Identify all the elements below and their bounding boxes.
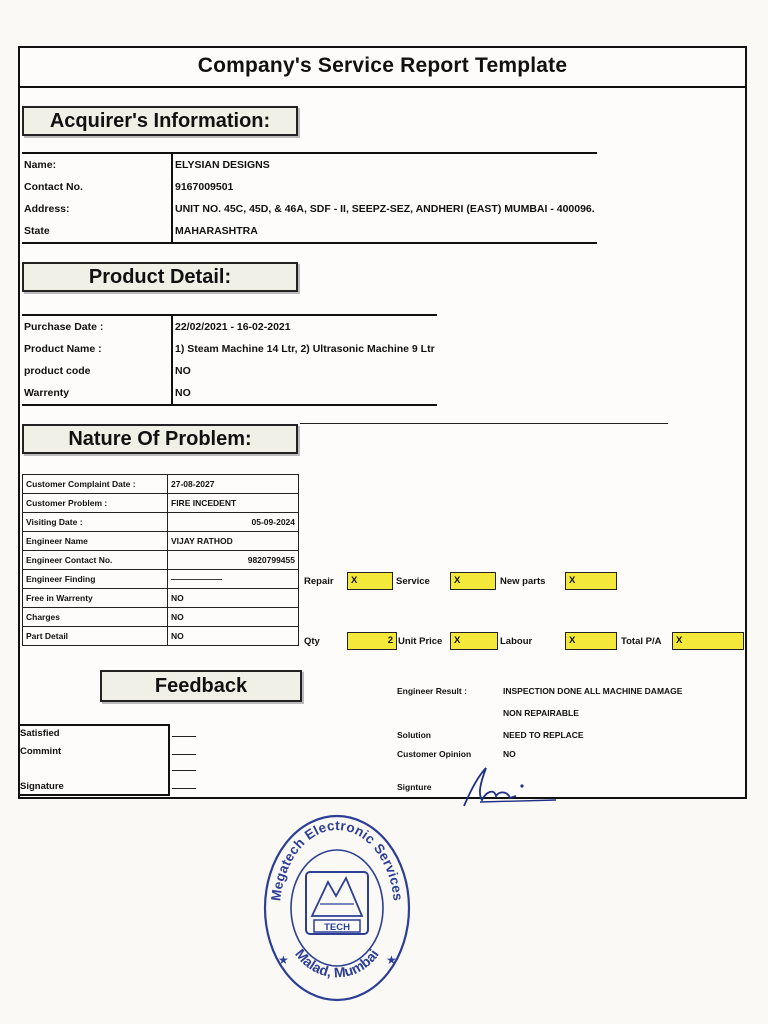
customer-problem-value: FIRE INCEDENT xyxy=(168,494,299,513)
stamp-logo-text: TECH xyxy=(324,922,350,933)
acquirer-state-value: MAHARASHTRA xyxy=(172,220,597,243)
total-box: X xyxy=(672,632,744,650)
acquirer-contact-value: 9167009501 xyxy=(175,181,234,193)
unit-price-box: X xyxy=(450,632,498,650)
product-code-label: product code xyxy=(22,360,172,382)
table-row xyxy=(22,360,437,382)
opinion-value: NO xyxy=(503,749,516,759)
acquirer-state-label: State xyxy=(22,220,172,243)
qty-box: 2 xyxy=(347,632,397,650)
part-detail-label: Part Detail xyxy=(23,627,168,646)
stamp-star-right-icon: ★ xyxy=(386,953,397,967)
product-name-value: 1) Steam Machine 14 Ltr, 2) Ultrasonic Machine 9 Ltr xyxy=(175,343,435,355)
solution-value: NEED TO REPLACE xyxy=(503,730,584,740)
table-row xyxy=(22,315,437,338)
table-row xyxy=(22,153,597,176)
service-box: X xyxy=(450,572,496,590)
feedback-heading: Feedback xyxy=(100,670,302,702)
labour-box: X xyxy=(565,632,617,650)
part-detail-value: NO xyxy=(168,627,299,646)
acquirer-address-label: Address: xyxy=(22,198,172,220)
engineer-name-value: VIJAY RATHOD xyxy=(168,532,299,551)
satisfied-dash xyxy=(172,736,196,737)
table-row xyxy=(23,532,299,551)
stamp-star-left-icon: ★ xyxy=(278,953,289,967)
comment-dash xyxy=(172,754,196,755)
svg-text:Megatech Electronic Services xyxy=(268,818,405,902)
visiting-date-label: Visiting Date : xyxy=(23,513,168,532)
engineer-contact-label: Engineer Contact No. xyxy=(23,551,168,570)
qty-label: Qty xyxy=(304,636,320,647)
new-parts-box: X xyxy=(565,572,617,590)
customer-problem-label: Customer Problem : xyxy=(23,494,168,513)
product-heading: Product Detail: xyxy=(22,262,298,292)
svg-text:Malad, Mumbai xyxy=(292,946,382,981)
table-row xyxy=(22,338,437,360)
table-row xyxy=(23,627,299,646)
charges-value: NO xyxy=(168,608,299,627)
acquirer-table xyxy=(22,152,597,244)
repair-label: Repair xyxy=(304,576,334,587)
warranty-value: NO xyxy=(172,382,437,405)
free-warranty-label: Free in Warrenty xyxy=(23,589,168,608)
opinion-label: Customer Opinion xyxy=(397,749,472,759)
table-row xyxy=(22,220,597,243)
visiting-date-value: 05-09-2024 xyxy=(168,513,299,532)
complaint-date-label: Customer Complaint Date : xyxy=(23,475,168,494)
problem-rule xyxy=(300,423,668,424)
table-row xyxy=(23,551,299,570)
engineer-result-line1: INSPECTION DONE ALL MACHINE DAMAGE xyxy=(503,686,683,696)
engineer-name-label: Engineer Name xyxy=(23,532,168,551)
company-stamp xyxy=(262,812,412,1002)
table-row xyxy=(23,608,299,627)
blank-dash xyxy=(172,770,196,771)
engineer-finding-value: —————— xyxy=(168,570,299,589)
warranty-label: Warrenty xyxy=(22,382,172,405)
acquirer-name-label: Name: xyxy=(22,153,172,176)
feedback-divider xyxy=(168,724,170,794)
new-parts-label: New parts xyxy=(500,576,546,587)
feedback-top-rule xyxy=(20,724,170,726)
purchase-date-label: Purchase Date : xyxy=(22,315,172,338)
table-row xyxy=(23,494,299,513)
satisfied-label: Satisfied xyxy=(20,728,60,739)
engineer-result-line2: NON REPAIRABLE xyxy=(503,708,579,718)
engineer-contact-value: 9820799455 xyxy=(168,551,299,570)
product-code-value: NO xyxy=(175,365,191,377)
solution-label: Solution xyxy=(397,730,431,740)
product-table xyxy=(22,314,437,406)
signture-label: Signture xyxy=(397,782,432,792)
table-row xyxy=(22,198,597,220)
table-row xyxy=(23,513,299,532)
table-row xyxy=(23,589,299,608)
engineer-signature xyxy=(456,762,556,812)
table-row xyxy=(22,176,597,198)
charges-label: Charges xyxy=(23,608,168,627)
signature-dash xyxy=(172,788,196,789)
labour-label: Labour xyxy=(500,636,533,647)
report-frame xyxy=(18,46,747,799)
problem-heading: Nature Of Problem: xyxy=(22,424,298,454)
repair-box: X xyxy=(347,572,393,590)
acquirer-address-value: UNIT NO. 45C, 45D, & 46A, SDF - II, SEEPZ-SEZ, ANDHERI (EAST) MUMBAI - 400096. xyxy=(175,203,595,215)
total-label: Total P/A xyxy=(621,636,662,647)
table-row xyxy=(23,475,299,494)
table-row xyxy=(23,570,299,589)
stamp-top-text: Megatech Electronic Services xyxy=(268,817,406,902)
service-label: Service xyxy=(396,576,430,587)
acquirer-contact-label: Contact No. xyxy=(22,176,172,198)
acquirer-name-value: ELYSIAN DESIGNS xyxy=(172,153,597,176)
product-name-label: Product Name : xyxy=(22,338,172,360)
title-divider xyxy=(20,86,745,88)
unit-price-label: Unit Price xyxy=(398,636,443,647)
table-row xyxy=(22,382,437,405)
stamp-bottom-text: Malad, Mumbai xyxy=(292,945,382,981)
signature-label: Signature xyxy=(20,781,64,792)
acquirer-heading: Acquirer's Information: xyxy=(22,106,298,136)
free-warranty-value: NO xyxy=(168,589,299,608)
complaint-date-value: 27-08-2027 xyxy=(168,475,299,494)
purchase-date-value: 22/02/2021 - 16-02-2021 xyxy=(172,315,437,338)
report-title: Company's Service Report Template xyxy=(197,54,568,77)
feedback-bottom-rule xyxy=(20,794,170,796)
comment-label: Commint xyxy=(20,746,62,757)
problem-table xyxy=(22,474,299,646)
engineer-finding-label: Engineer Finding xyxy=(23,570,168,589)
engineer-result-label: Engineer Result : xyxy=(397,686,467,696)
